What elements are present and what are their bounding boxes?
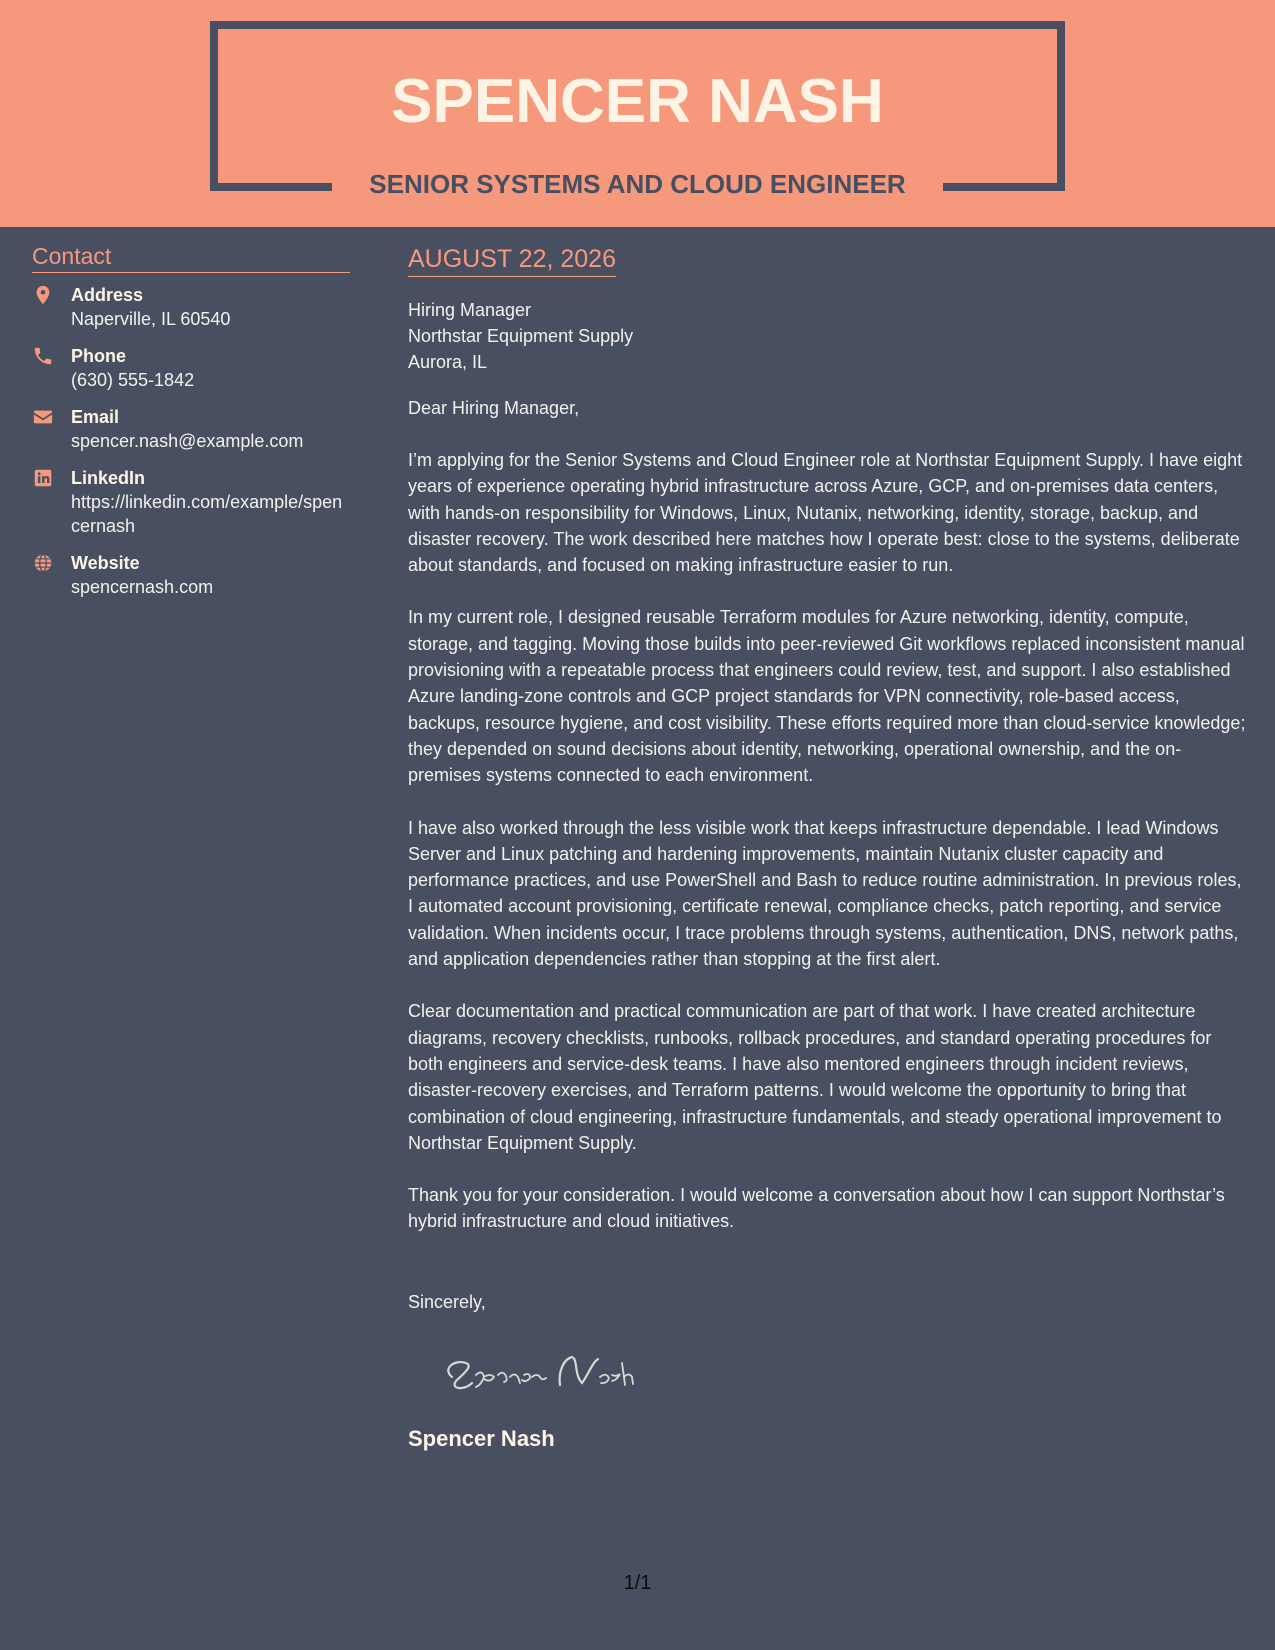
page-number: 1/1 — [623, 1572, 652, 1594]
contact-item-website — [32, 551, 352, 599]
letter-paragraph: Thank you for your consideration. I would welcome a conversation about how I can support Northstar’s hybrid infrastructure and cloud initiatives. — [408, 1185, 1225, 1232]
recipient-line: Aurora, IL — [408, 352, 488, 372]
recipient-block — [408, 297, 1248, 375]
header-banner — [0, 0, 1275, 227]
linkedin-value[interactable]: https://linkedin.com/example/spencernash — [71, 492, 343, 536]
header-frame — [210, 21, 1065, 29]
applicant-name: SPENCER NASH — [391, 67, 884, 136]
recipient-line: Hiring Manager — [408, 300, 532, 320]
contact-item-linkedin — [32, 466, 352, 538]
phone-icon — [32, 345, 54, 367]
contact-heading: Contact — [32, 240, 350, 273]
contact-label: Website — [71, 553, 140, 573]
contact-item-phone — [32, 344, 352, 392]
linkedin-icon — [32, 467, 54, 489]
letter-paragraph: In my current role, I designed reusable Terraform modules for Azure networking, identity, compute, storage, and tagging. Moving those builds into peer-reviewed Git workflows replaced inconsistent manual provisioning with a repeatable process that engineers could review, test, and support. I also established Azure landing-zone controls and GCP project standards for VPN connectivity, role-based access, backups, resource hygiene, and cost visibility. These efforts required more than cloud-service knowledge; they depended on sound decisions about identity, networking, operational ownership, and the on-premises systems connected to each environment. — [408, 607, 1246, 786]
contact-label: Address — [71, 285, 144, 305]
recipient-line: Northstar Equipment Supply — [408, 326, 634, 346]
address-value: Naperville, IL 60540 — [71, 309, 231, 329]
contact-label: LinkedIn — [71, 468, 146, 488]
letter-date: AUGUST 22, 2026 — [408, 242, 616, 277]
envelope-icon — [32, 406, 54, 428]
globe-icon — [32, 552, 54, 574]
contact-sidebar — [32, 240, 352, 612]
contact-list — [32, 283, 352, 599]
applicant-role: SENIOR SYSTEMS AND CLOUD ENGINEER — [369, 169, 906, 199]
phone-value: (630) 555-1842 — [71, 370, 195, 390]
letter-paragraph: I have also worked through the less visible work that keeps infrastructure dependable. I lead Windows Server and Linux patching and hardening improvements, maintain Nutanix cluster capacity and performance practices, and use PowerShell and Bash to reduce routine administration. In previous roles, I automated account provisioning, certificate renewal, compliance checks, patch reporting, and service validation. When incidents occur, I trace problems through systems, authentication, DNS, network paths, and application dependencies rather than stopping at the first alert. — [408, 817, 1242, 970]
salutation: Dear Hiring Manager, — [408, 398, 580, 418]
letter-paragraph: Clear documentation and practical communication are part of that work. I have created architecture diagrams, recovery checklists, runbooks, rollback procedures, and standard operating procedures for both engineers and service-desk teams. I have also mentored engineers through incident reviews, disaster-recovery exercises, and Terraform patterns. I would welcome the opportunity to bring that combination of cloud engineering, infrastructure fundamentals, and steady operational improvement to Northstar Equipment Supply. — [408, 1001, 1222, 1153]
letter-paragraph: I’m applying for the Senior Systems and Cloud Engineer role at Northstar Equipment Supply. I have eight years of experience operating hybrid infrastructure across Azure, GCP, and on-premises data centers, with hands-on responsibility for Windows, Linux, Nutanix, networking, identity, storage, backup, and disaster recovery. The work described here matches how I operate best: close to the systems, deliberate about standards, and focused on making infrastructure easier to run. — [408, 450, 1243, 576]
contact-label: Phone — [71, 346, 127, 366]
website-value[interactable]: spencernash.com — [71, 577, 214, 597]
closing: Sincerely, — [408, 1291, 486, 1312]
contact-item-email — [32, 405, 352, 453]
contact-label: Email — [71, 407, 120, 427]
contact-item-address — [32, 283, 352, 331]
email-value[interactable]: spencer.nash@example.com — [71, 431, 304, 451]
signer-name: Spencer Nash — [408, 1425, 555, 1451]
map-pin-icon — [32, 284, 54, 306]
signature-image — [432, 1345, 672, 1399]
letter-body — [408, 242, 1248, 1454]
